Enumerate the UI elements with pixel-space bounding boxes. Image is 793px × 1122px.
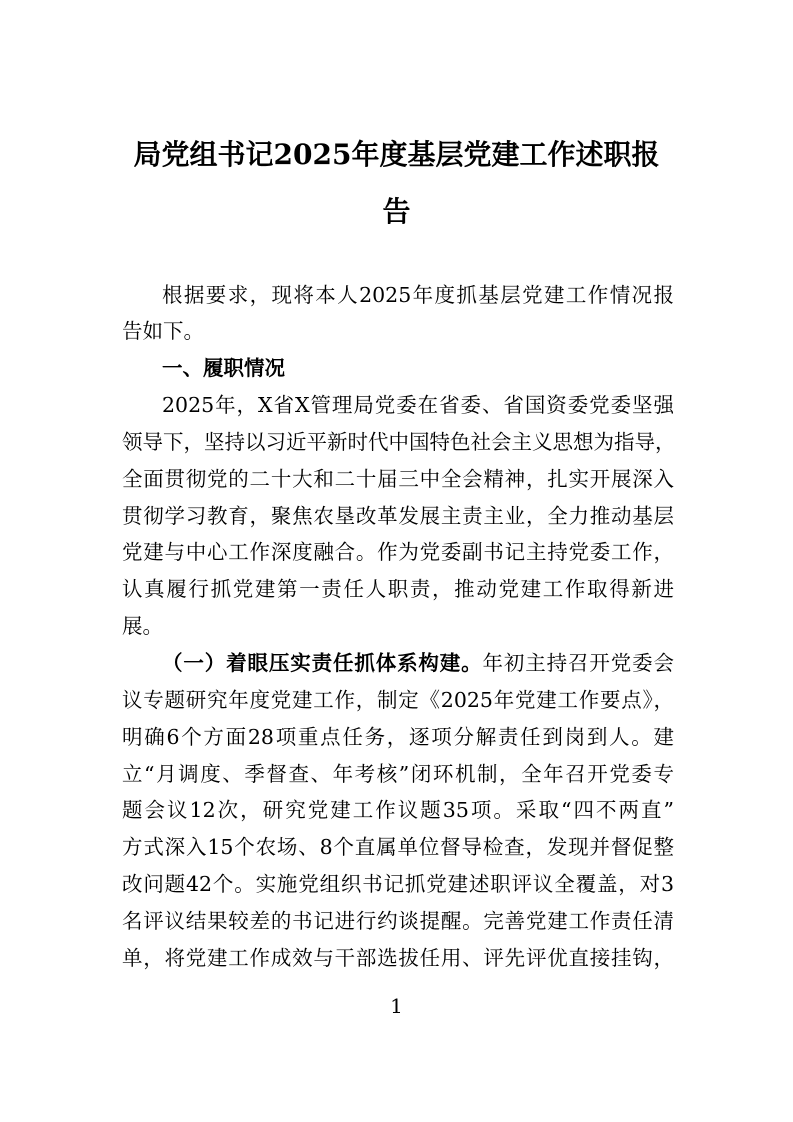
- para1-line-6: 认真履行抓党建第一责任人职责，推动党建工作取得新进: [122, 577, 674, 601]
- document-title-line-1: 局党组书记2025年度基层党建工作述职报: [133, 138, 660, 171]
- para2-line-1: [162, 650, 674, 676]
- para2-line-7: 改问题42个。实施党组织书记抓党建述职评议全覆盖，对3: [122, 872, 674, 896]
- para2-line-1-text: 年初主持召开党委会: [482, 651, 675, 675]
- intro-line-2: 告如下。: [122, 319, 204, 343]
- para1-line-1: 2025年，X省X管理局党委在省委、省国资委党委坚强: [162, 393, 674, 417]
- para1-line-7: 展。: [122, 614, 163, 638]
- para2-line-4: 立“月调度、季督查、年考核”闭环机制，全年召开党委专: [122, 762, 674, 786]
- section-heading-1: 一、履职情况: [162, 356, 285, 380]
- para2-line-2: 议专题研究年度党建工作，制定《2025年党建工作要点》，: [122, 688, 674, 712]
- document-title-line-2: 告: [382, 195, 411, 228]
- para2-line-5: 题会议12次，研究党建工作议题35项。采取“四不两直”: [122, 798, 674, 822]
- intro-line-1: 根据要求，现将本人2025年度抓基层党建工作情况报: [162, 283, 674, 307]
- para2-lead-heading: （一）着眼压实责任抓体系构建。: [162, 651, 483, 675]
- para1-line-3: 全面贯彻党的二十大和二十届三中全会精神，扎实开展深入: [122, 467, 674, 491]
- para2-line-3: 明确6个方面28项重点任务，逐项分解责任到岗到人。建: [122, 725, 674, 749]
- para1-line-4: 贯彻学习教育，聚焦农垦改革发展主责主业，全力推动基层: [122, 504, 674, 528]
- para2-line-8: 名评议结果较差的书记进行约谈提醒。完善党建工作责任清: [122, 909, 674, 933]
- para2-line-9: 单，将党建工作成效与干部选拔任用、评先评优直接挂钩，: [122, 946, 674, 970]
- para2-line-6: 方式深入15个农场、8个直属单位督导检查，发现并督促整: [122, 835, 674, 859]
- para1-line-2: 领导下，坚持以习近平新时代中国特色社会主义思想为指导，: [122, 430, 676, 454]
- para1-line-5: 党建与中心工作深度融合。作为党委副书记主持党委工作，: [122, 540, 674, 564]
- page-number: 1: [390, 994, 403, 1018]
